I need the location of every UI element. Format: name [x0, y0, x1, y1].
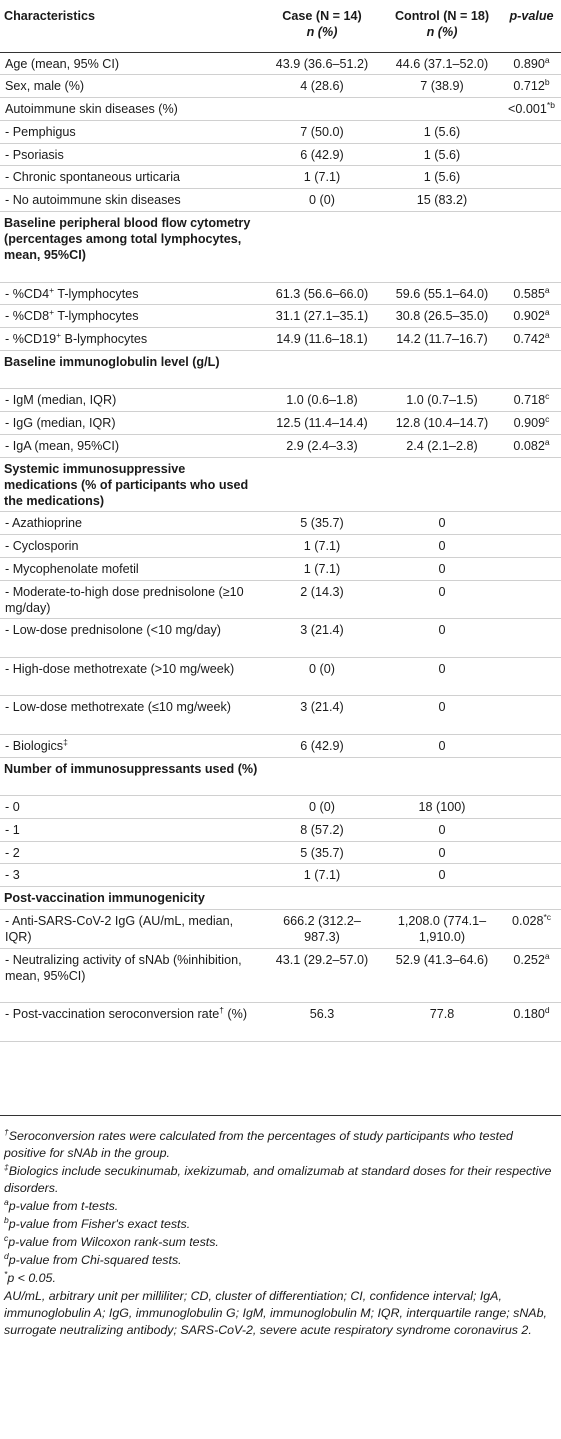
table-row [0, 734, 561, 757]
footnote-text: Seroconversion rates were calculated from the percentages of study participants who tested positive for sNAb in the group. [4, 1129, 513, 1160]
cell-case: 1 (7.1) [303, 868, 341, 883]
characteristic-label: Autoimmune skin diseases (%) [5, 102, 178, 117]
cell-characteristic [0, 98, 262, 121]
cell-case: 1.0 (0.6–1.8) [286, 393, 358, 408]
cell-case: 4 (28.6) [300, 79, 344, 94]
footnote-mark: d [4, 1250, 9, 1261]
cell-case [262, 98, 382, 121]
label-superscript: + [56, 329, 62, 340]
header-characteristics: Characteristics [0, 0, 262, 52]
header-control-sub: n (%) [426, 25, 458, 39]
header-control [382, 0, 502, 52]
abbreviations: AU/mL, arbitrary unit per milliliter; CD, cluster of differentiation; CI, confidence interval; IgA, immunoglobulin A; IgG, immunoglobulin G; IgM, immunoglobulin M; IQR, interquartile range; sNAb, surrogate neutralizing antibody; SARS-CoV-2, severe acute respiratory syndrome coronavirus 2. [4, 1289, 547, 1337]
table-row [0, 189, 561, 212]
label-superscript: + [49, 284, 55, 295]
section-row [0, 457, 561, 512]
section-row [0, 757, 561, 796]
cell-case: 0 (0) [309, 193, 335, 208]
cell-p-value [502, 189, 561, 212]
cell-case: 0 (0) [309, 661, 335, 676]
table-footnotes [4, 1128, 557, 1340]
characteristic-label: - Neutralizing activity of sNAb (%inhibition, mean, 95%CI) [5, 952, 242, 983]
cell-p-value [502, 282, 561, 305]
cell-control: 12.8 (10.4–14.7) [395, 416, 489, 431]
cell-p-value [502, 910, 561, 949]
cell-control: 1 (5.6) [423, 124, 461, 139]
cell-characteristic [0, 818, 262, 841]
cell-p-value [502, 818, 561, 841]
cell-p-value [502, 52, 561, 75]
cell-case: 666.2 (312.2–987.3) [283, 914, 361, 945]
cell-characteristic [0, 948, 262, 1003]
cell-control: 30.8 (26.5–35.0) [395, 309, 489, 324]
cell-case: 14.9 (11.6–18.1) [276, 332, 368, 347]
cell-p-value [502, 166, 561, 189]
table-row [0, 166, 561, 189]
label-superscript: † [219, 1004, 224, 1015]
cell-p-value [502, 389, 561, 412]
cell-case [262, 350, 382, 389]
cell-case: 61.3 (56.6–66.0) [275, 286, 369, 301]
cell-characteristic [0, 841, 262, 864]
cell-p-value [502, 841, 561, 864]
table-row [0, 328, 561, 351]
characteristic-label: Baseline immunoglobulin level (g/L) [4, 354, 220, 369]
header-case [262, 0, 382, 52]
cell-characteristic [0, 757, 262, 796]
cell-p-value [502, 143, 561, 166]
cell-characteristic [0, 734, 262, 757]
characteristic-label: - IgG (median, IQR) [5, 416, 116, 431]
cell-case: 56.3 [309, 1007, 335, 1022]
p-value: 0.718 [513, 393, 546, 408]
characteristic-label: - Moderate-to-high dose prednisolone (≥10 mg/day) [5, 584, 244, 615]
characteristic-label: - Azathioprine [5, 516, 83, 531]
characteristic-label: - Low-dose methotrexate (≤10 mg/week) [5, 700, 231, 715]
footnote [4, 1128, 557, 1162]
cell-characteristic [0, 1003, 262, 1042]
cell-control: 0 [438, 845, 446, 860]
characteristic-label: Post-vaccination immunogenicity [4, 891, 205, 906]
cell-characteristic [0, 796, 262, 819]
cell-control: 2.4 (2.1–2.8) [406, 439, 478, 454]
table-bottom-rule [0, 1115, 561, 1116]
cell-characteristic [0, 910, 262, 949]
characteristic-label: - Cyclosporin [5, 539, 79, 554]
characteristic-label: - No autoimmune skin diseases [5, 193, 181, 208]
cell-characteristic [0, 535, 262, 558]
cell-case: 5 (35.7) [300, 845, 344, 860]
cell-characteristic [0, 282, 262, 305]
characteristic-label: - High-dose methotrexate (>10 mg/week) [5, 661, 235, 676]
section-row [0, 350, 561, 389]
characteristic-label: Baseline peripheral blood flow cytometry (percentages among total lymphocytes, mean, 95%CI) [4, 216, 251, 263]
footnote-text: p-value from Wilcoxon rank-sum tests. [8, 1235, 219, 1249]
p-value: 0.909 [513, 416, 546, 431]
cell-p-value [502, 657, 561, 696]
p-value-superscript: b [544, 77, 550, 88]
p-value: <0.001 [508, 102, 547, 117]
cell-p-value [502, 120, 561, 143]
cell-p-value [502, 948, 561, 1003]
table-row [0, 52, 561, 75]
footnote-text: Biologics include secukinumab, ixekizumab, and omalizumab at standard doses for their respective disorders. [4, 1164, 552, 1195]
table-row [0, 796, 561, 819]
header-case-main: Case (N = 14) [282, 9, 362, 23]
cell-p-value [502, 580, 561, 619]
cell-p-value [502, 305, 561, 328]
cell-control: 52.9 (41.3–64.6) [395, 952, 489, 967]
cell-characteristic [0, 350, 262, 389]
table-row [0, 1003, 561, 1042]
footnote [4, 1270, 557, 1287]
cell-control: 0 [438, 700, 446, 715]
p-value: 0.890 [513, 56, 545, 71]
cell-control [382, 887, 502, 910]
cell-case: 3 (21.4) [300, 700, 344, 715]
p-value-superscript: a [544, 307, 550, 318]
cell-case: 43.1 (29.2–57.0) [275, 952, 369, 967]
cell-control [382, 98, 502, 121]
cell-case: 5 (35.7) [300, 516, 344, 531]
cell-p-value [502, 757, 561, 796]
characteristic-label: - Biologics [5, 738, 64, 753]
header-case-sub: n (%) [306, 25, 338, 39]
cell-case [262, 457, 382, 512]
cell-control: 1,208.0 (774.1–1,910.0) [397, 914, 487, 945]
p-value: 0.585 [513, 286, 545, 301]
characteristic-label: - Anti-SARS-CoV-2 IgG (AU/mL, median, IQR) [5, 914, 234, 945]
cell-case: 6 (42.9) [300, 738, 344, 753]
table-row [0, 619, 561, 658]
p-value: 0.028 [511, 914, 544, 929]
cell-case: 1 (7.1) [303, 561, 341, 576]
cell-control: 0 [438, 561, 446, 576]
cell-case: 1 (7.1) [303, 170, 341, 185]
footnote-mark: a [4, 1196, 9, 1207]
cell-characteristic [0, 435, 262, 458]
footnote-mark: ‡ [4, 1161, 9, 1172]
cell-control: 0 [438, 584, 446, 599]
characteristic-label: - 2 [5, 845, 20, 860]
characteristic-label: - Chronic spontaneous urticaria [5, 170, 181, 185]
cell-case: 31.1 (27.1–35.1) [275, 309, 369, 324]
table-row [0, 143, 561, 166]
cell-characteristic [0, 864, 262, 887]
cell-case [262, 757, 382, 796]
p-value-superscript: a [544, 329, 550, 340]
cell-control: 0 [438, 738, 446, 753]
characteristic-label: - %CD8 [5, 309, 50, 324]
cell-p-value [502, 696, 561, 735]
table-row [0, 580, 561, 619]
characteristic-label: Sex, male (%) [5, 79, 85, 94]
cell-case: 12.5 (11.4–14.4) [276, 416, 368, 431]
footnote [4, 1252, 557, 1269]
cell-characteristic [0, 75, 262, 98]
characteristic-label: - 1 [5, 822, 20, 837]
cell-control: 0 [438, 539, 446, 554]
characteristic-label: - IgM (median, IQR) [5, 393, 117, 408]
cell-characteristic [0, 887, 262, 910]
header-control-main: Control (N = 18) [394, 9, 490, 23]
characteristic-label: Age (mean, 95% CI) [5, 56, 120, 71]
cell-control: 44.6 (37.1–52.0) [395, 56, 489, 71]
table-row [0, 864, 561, 887]
cell-p-value [502, 619, 561, 658]
cell-control: 0 [438, 661, 446, 676]
footnote-text: p-value from t-tests. [8, 1199, 119, 1213]
label-superscript: ‡ [63, 736, 68, 747]
characteristic-label: - 0 [5, 800, 20, 815]
footnote-mark: c [4, 1232, 9, 1243]
cell-characteristic [0, 212, 262, 283]
cell-control: 1 (5.6) [423, 147, 461, 162]
cell-characteristic [0, 457, 262, 512]
p-value-superscript: a [544, 284, 550, 295]
cell-p-value [502, 1003, 561, 1042]
p-value: 0.082 [513, 439, 545, 454]
cell-control: 59.6 (55.1–64.0) [395, 286, 489, 301]
table-row [0, 412, 561, 435]
header-p-value: p-value [502, 0, 561, 52]
table-row [0, 389, 561, 412]
cell-case: 43.9 (36.6–51.2) [275, 56, 369, 71]
footnote [4, 1234, 557, 1251]
cell-p-value [502, 557, 561, 580]
cell-characteristic [0, 143, 262, 166]
cell-p-value [502, 350, 561, 389]
cell-case: 8 (57.2) [300, 822, 344, 837]
cell-case: 2 (14.3) [300, 584, 344, 599]
cell-p-value [502, 98, 561, 121]
footnote-mark: b [4, 1214, 9, 1225]
characteristic-label: - %CD19 [5, 332, 57, 347]
cell-control: 0 [438, 623, 446, 638]
footnote-mark: † [4, 1126, 9, 1137]
cell-control [382, 212, 502, 283]
cell-case: 0 (0) [309, 800, 335, 815]
table-row [0, 841, 561, 864]
cell-p-value [502, 512, 561, 535]
p-value-superscript: a [544, 436, 550, 447]
footnote-text: p-value from Fisher's exact tests. [8, 1217, 191, 1231]
cell-control: 1 (5.6) [423, 170, 461, 185]
cell-control: 0 [438, 516, 446, 531]
p-value-superscript: a [544, 950, 550, 961]
footnote-text: p < 0.05. [7, 1271, 56, 1285]
cell-p-value [502, 435, 561, 458]
cell-p-value [502, 212, 561, 283]
cell-characteristic [0, 557, 262, 580]
footnote [4, 1163, 557, 1197]
table-row [0, 696, 561, 735]
cell-characteristic [0, 657, 262, 696]
table-row [0, 282, 561, 305]
cell-characteristic [0, 305, 262, 328]
characteristic-label: - Psoriasis [5, 147, 64, 162]
table-row [0, 98, 561, 121]
table-row [0, 910, 561, 949]
cell-p-value [502, 796, 561, 819]
p-value-superscript: *c [543, 911, 552, 922]
table-header-row [0, 0, 561, 52]
cell-control [382, 457, 502, 512]
cell-characteristic [0, 189, 262, 212]
cell-p-value [502, 457, 561, 512]
cell-case [262, 212, 382, 283]
characteristic-label: Number of immunosuppressants used (%) [4, 761, 258, 776]
characteristic-label: - Low-dose prednisolone (<10 mg/day) [5, 623, 221, 638]
table-row [0, 435, 561, 458]
table-row [0, 818, 561, 841]
p-value: 0.180 [513, 1007, 545, 1022]
cell-control: 18 (100) [418, 800, 466, 815]
cell-control [382, 757, 502, 796]
p-value: 0.902 [513, 309, 545, 324]
characteristic-label: - Pemphigus [5, 124, 76, 139]
footnote-text: p-value from Chi-squared tests. [8, 1253, 182, 1267]
footnote [4, 1198, 557, 1215]
p-value: 0.712 [513, 79, 545, 94]
cell-characteristic [0, 328, 262, 351]
cell-case: 3 (21.4) [300, 623, 344, 638]
cell-p-value [502, 75, 561, 98]
cell-characteristic [0, 166, 262, 189]
section-row [0, 212, 561, 283]
label-superscript: + [49, 307, 55, 318]
cell-control: 15 (83.2) [416, 193, 468, 208]
characteristic-label: - Mycophenolate mofetil [5, 561, 139, 576]
cell-characteristic [0, 52, 262, 75]
cell-characteristic [0, 120, 262, 143]
cell-characteristic [0, 580, 262, 619]
cell-control: 0 [438, 822, 446, 837]
cell-p-value [502, 328, 561, 351]
table-row [0, 557, 561, 580]
characteristic-label: - %CD4 [5, 286, 50, 301]
footnote [4, 1216, 557, 1233]
cell-p-value [502, 412, 561, 435]
table-row [0, 535, 561, 558]
cell-case [262, 887, 382, 910]
cell-p-value [502, 887, 561, 910]
p-value: 0.742 [513, 332, 545, 347]
table-body [0, 52, 561, 1041]
p-value-superscript: c [545, 391, 550, 402]
cell-characteristic [0, 412, 262, 435]
cell-control: 0 [438, 868, 446, 883]
footnote-mark: * [4, 1268, 8, 1279]
p-value-superscript: c [545, 414, 550, 425]
cell-control: 1.0 (0.7–1.5) [406, 393, 478, 408]
cell-control: 77.8 [429, 1007, 455, 1022]
characteristic-label-suffix: T-lymphocytes [54, 309, 139, 324]
cell-control: 14.2 (11.7–16.7) [396, 332, 488, 347]
cell-case: 1 (7.1) [303, 539, 341, 554]
p-value: 0.252 [513, 952, 545, 967]
table-row [0, 120, 561, 143]
table-row [0, 948, 561, 1003]
cell-control [382, 350, 502, 389]
characteristic-label: - 3 [5, 868, 20, 883]
cell-p-value [502, 864, 561, 887]
cell-characteristic [0, 512, 262, 535]
characteristic-label-suffix: T-lymphocytes [54, 286, 139, 301]
p-value-superscript: a [544, 54, 550, 65]
characteristic-label: - Post-vaccination seroconversion rate [5, 1007, 220, 1022]
characteristic-label-suffix: (%) [223, 1007, 248, 1022]
cell-case: 2.9 (2.4–3.3) [286, 439, 358, 454]
cell-case: 7 (50.0) [300, 124, 344, 139]
cell-p-value [502, 535, 561, 558]
table-row [0, 305, 561, 328]
cell-p-value [502, 734, 561, 757]
cell-control: 7 (38.9) [420, 79, 464, 94]
table-row [0, 512, 561, 535]
characteristic-label: Systemic immunosuppressive medications (% of participants who used the medications) [4, 461, 249, 508]
cell-case: 6 (42.9) [300, 147, 344, 162]
table-row [0, 657, 561, 696]
table-row [0, 75, 561, 98]
cell-characteristic [0, 619, 262, 658]
cell-characteristic [0, 696, 262, 735]
cell-characteristic [0, 389, 262, 412]
p-value-superscript: d [544, 1004, 550, 1015]
section-row [0, 887, 561, 910]
p-value-superscript: *b [546, 99, 555, 110]
characteristic-label-suffix: B-lymphocytes [61, 332, 148, 347]
characteristic-label: - IgA (mean, 95%CI) [5, 439, 120, 454]
